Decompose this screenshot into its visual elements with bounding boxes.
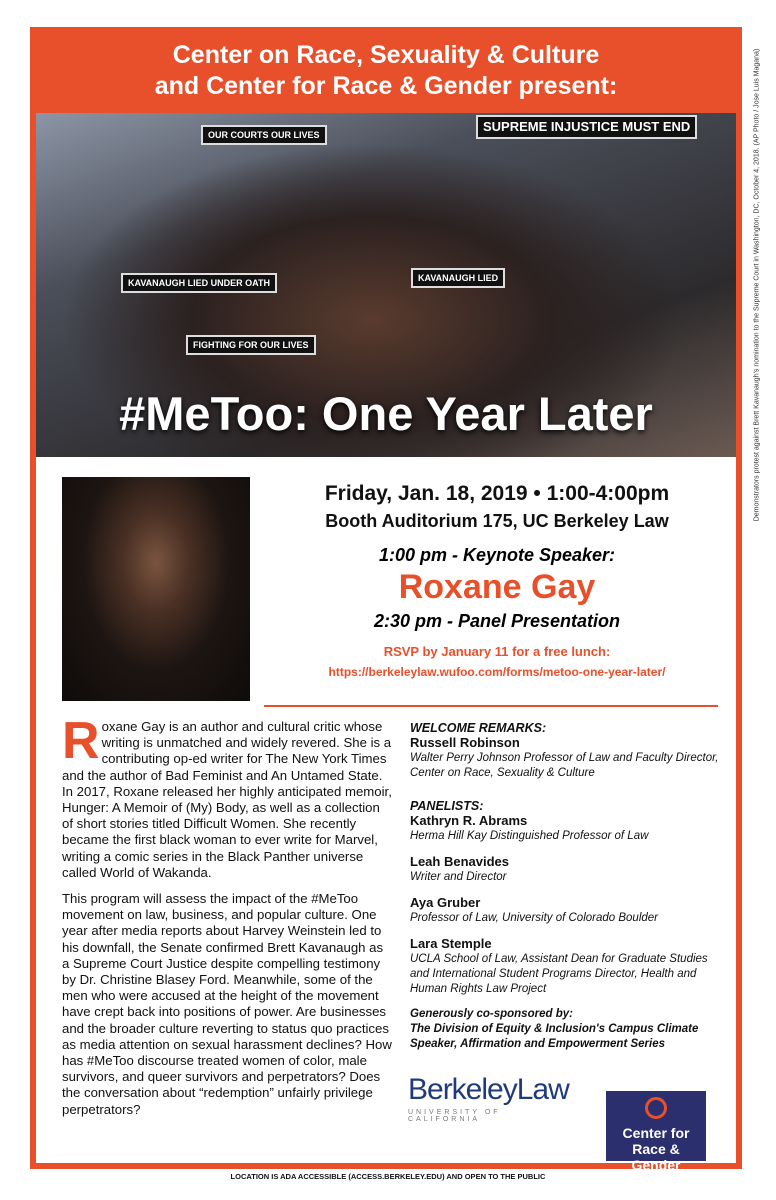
protest-sign: KAVANAUGH LIED [411,268,505,288]
rsvp-note: RSVP by January 11 for a free lunch: [383,644,611,659]
center-race-gender-logo [606,1091,706,1173]
panelist-role: Herma Hill Kay Distinguished Professor of Law [410,830,649,842]
cosponsor-heading: Generously co-sponsored by: [410,1008,573,1020]
panelist [410,813,730,844]
bio-column [62,712,392,1128]
cosponsor-text: The Division of Equity & Inclusion's Campus Climate Speaker, Affirmation and Empowerment Series [410,1023,699,1050]
welcome-heading: WELCOME REMARKS: [410,721,547,735]
program-description: This program will assess the impact of the #MeToo movement on law, business, and popular culture. One year after media reports about Harvey Weinstein led to his downfall, the Senate confirmed Brett Kavanaugh as a Supreme Court Justice despite compelling testimony by Dr. Christine Blasey Ford. Meanwhile, some of the men who were accused at the height of the movement have crept back into positions of power. Are businesses and the broader culture reverting to status quo practices as media attention on sexual harassment declines? How has #MeToo discourse treated women of color, male survivors, and queer survivors and perpetrators? Does the conversation about “redemption” unfairly privilege perpetrators? [62,891,392,1117]
panelist [410,895,730,926]
header-line-2: and Center for Race & Gender present: [154,72,618,100]
logo-wordmark: BerkeleyLaw [408,1073,569,1106]
keynote-time: 1:00 pm - Keynote Speaker: [378,545,616,565]
speaker-name: Russell Robinson [410,735,520,750]
panelist-name: Kathryn R. Abrams [410,813,528,828]
speakers-column [410,721,730,1052]
divider [264,705,718,707]
photo-caption [752,40,762,530]
bio-paragraph: oxane Gay is an author and cultural critic whose writing is unmatched and widely revered. She is a contributing op-ed writer for The New York Times and the author of Bad Feminist and An Untamed State. In 2017, Roxane released her highly anticipated memoir, Hunger: A Memoir of (My) Body, as well as a collection of short stories titled Difficult Women. She recently became the first black woman to ever write for Marvel, writing a comic series in the Black Panther universe called World of Wakanda. [62,719,392,880]
panelist-name: Lara Stemple [410,936,492,951]
protest-sign: FIGHTING FOR OUR LIVES [186,335,316,355]
logo-line: Center for [622,1125,690,1141]
panelist-role: Professor of Law, University of Colorado Boulder [410,912,659,924]
panelist-role: UCLA School of Law, Assistant Dean for Graduate Studies and International Student Programs Director, Health and Human Rights Law Project [410,953,708,995]
keynote-speaker: Roxane Gay [398,568,596,606]
poster-frame [30,27,742,1173]
event-title: #MeToo: One Year Later [119,387,653,440]
berkeley-law-logo [408,1073,568,1135]
panelist-name: Leah Benavides [410,854,509,869]
panelist [410,854,730,885]
panel-time: 2:30 pm - Panel Presentation [373,611,621,631]
welcome-speaker [410,735,730,781]
protest-sign: OUR COURTS OUR LIVES [201,125,327,145]
event-details [262,477,732,679]
poster-header [36,33,736,113]
logo-line: Race & Gender [631,1141,681,1173]
speaker-role: Walter Perry Johnson Professor of Law and Faculty Director, Center on Race, Sexuality & Culture [410,752,719,779]
panelists-heading: PANELISTS: [410,799,484,813]
panelist-name: Aya Gruber [410,895,481,910]
protest-sign: KAVANAUGH LIED UNDER OATH [121,273,277,293]
protest-sign: SUPREME INJUSTICE MUST END [476,115,697,139]
speaker-portrait [62,477,250,701]
header-line-1: Center on Race, Sexuality & Culture [172,41,600,69]
panelist-role: Writer and Director [410,871,507,883]
cosponsor-block [410,1007,730,1052]
panelist [410,936,730,997]
caption-text: Demonstrators protest against Brett Kavanaugh's nomination to the Supreme Court in Washington, DC, October 4, 2018. (AP Photo / Jose Luis Magana) [753,48,761,522]
event-venue: Booth Auditorium 175, UC Berkeley Law [325,511,669,531]
accessibility-footer: LOCATION IS ADA ACCESSIBLE (ACCESS.BERKELEY.EDU) AND OPEN TO THE PUBLIC [230,1172,546,1181]
ring-icon [645,1097,667,1119]
event-date: Friday, Jan. 18, 2019 • 1:00-4:00pm [324,482,670,505]
drop-cap: R [62,712,100,770]
rsvp-link[interactable]: https://berkeleylaw.wufoo.com/forms/metoo-one-year-later/ [328,665,666,679]
logo-subtitle: UNIVERSITY OF CALIFORNIA [408,1109,501,1123]
protest-photo [36,113,736,457]
